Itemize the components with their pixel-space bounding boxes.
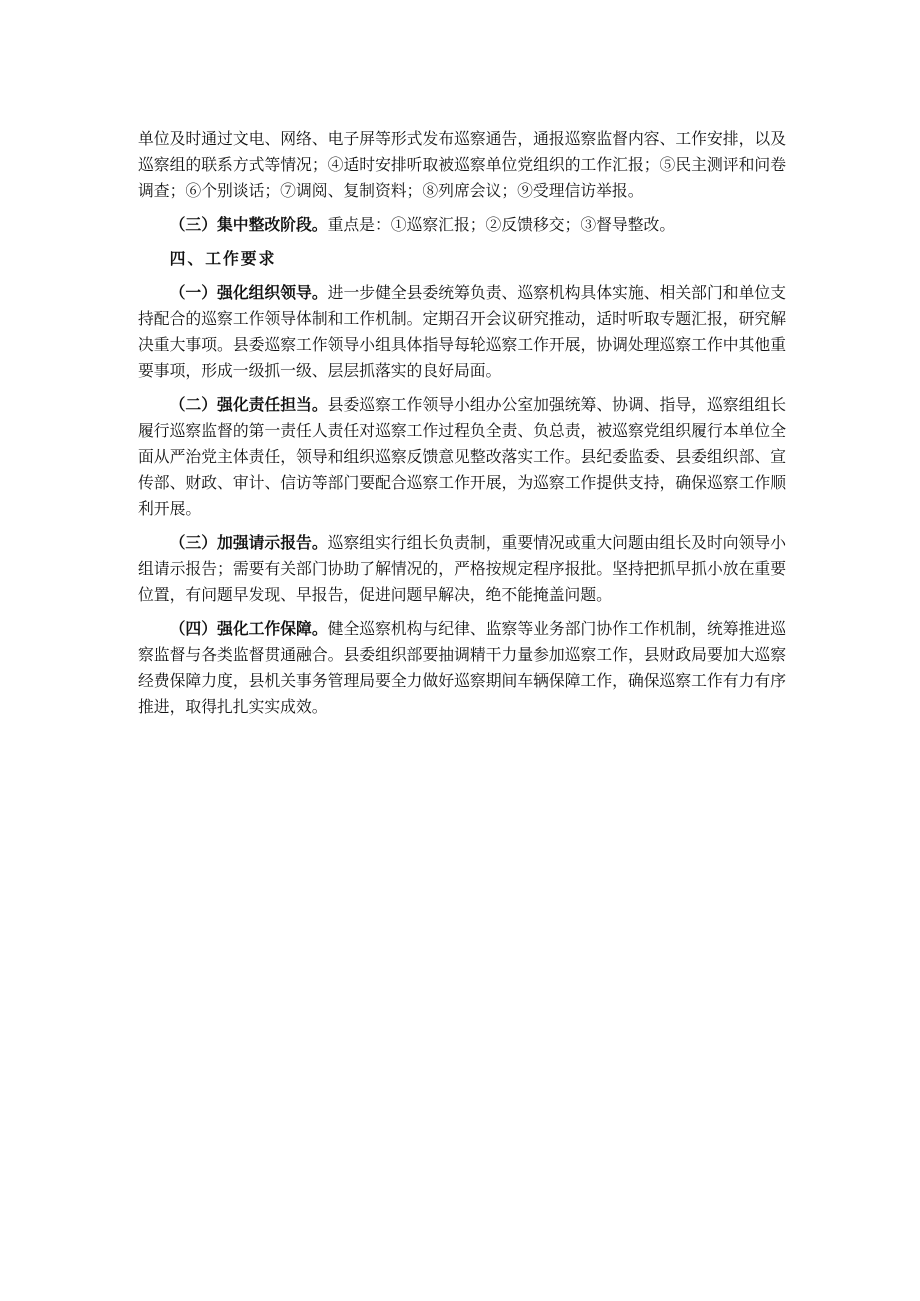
phase3-lead: （三）集中整改阶段。 [169, 215, 328, 234]
phase3-body: 重点是：①巡察汇报；②反馈移交；③督导整改。 [327, 215, 676, 234]
requirement-lead-4: （四）强化工作保障。 [169, 619, 328, 638]
requirement-body-1: 进一步健全县委统筹负责、巡察机构具体实施、相关部门和单位支持配合的巡察工作领导体制和工作机制。定期召开会议研究推动，适时听取专题汇报，研究解决重大事项。县委巡察工作领导小组具体指导每轮巡察工作开展，协调处理巡察工作中其他重要事项，形成一级抓一级、层层抓落实的良好局面。 [138, 283, 786, 380]
requirement-lead-2: （二）强化责任担当。 [169, 395, 328, 414]
requirement-body-3: 巡察组实行组长负责制，重要情况或重大问题由组长及时向领导小组请示报告；需要有关部门协助了解情况的，严格按规定程序报批。坚持把抓早抓小放在重要位置，有问题早发现、早报告，促进问题早解决，绝不能掩盖问题。 [138, 533, 786, 604]
requirement-body-2: 县委巡察工作领导小组办公室加强统筹、协调、指导，巡察组组长履行巡察监督的第一责任人责任对巡察工作过程负全责、负总责，被巡察党组织履行本单位全面从严治党主体责任，领导和组织巡察反馈意见整改落实工作。县纪委监委、县委组织部、宣传部、财政、审计、信访等部门要配合巡察工作开展，为巡察工作提供支持，确保巡察工作顺利开展。 [138, 395, 786, 518]
requirement-paragraph-1 [138, 280, 786, 384]
phase3-paragraph [138, 212, 786, 238]
document-page [138, 126, 786, 728]
requirement-paragraph-4 [138, 616, 786, 720]
section4-heading: 四、工作要求 [169, 249, 277, 268]
requirement-lead-1: （一）强化组织领导。 [169, 283, 328, 302]
requirement-lead-3: （三）加强请示报告。 [169, 533, 328, 552]
requirement-paragraph-2 [138, 392, 786, 522]
requirement-paragraph-3 [138, 530, 786, 608]
requirement-body-4: 健全巡察机构与纪律、监察等业务部门协作工作机制，统筹推进巡察监督与各类监督贯通融合。县委组织部要抽调精干力量参加巡察工作，县财政局要加大巡察经费保障力度，县机关事务管理局要全力做好巡察期间车辆保障工作，确保巡察工作有力有序推进，取得扎扎实实成效。 [138, 619, 786, 716]
continuation-paragraph: 单位及时通过文电、网络、电子屏等形式发布巡察通告，通报巡察监督内容、工作安排，以及巡察组的联系方式等情况；④适时安排听取被巡察单位党组织的工作汇报；⑤民主测评和问卷调查；⑥个别谈话；⑦调阅、复制资料；⑧列席会议；⑨受理信访举报。 [138, 129, 786, 200]
